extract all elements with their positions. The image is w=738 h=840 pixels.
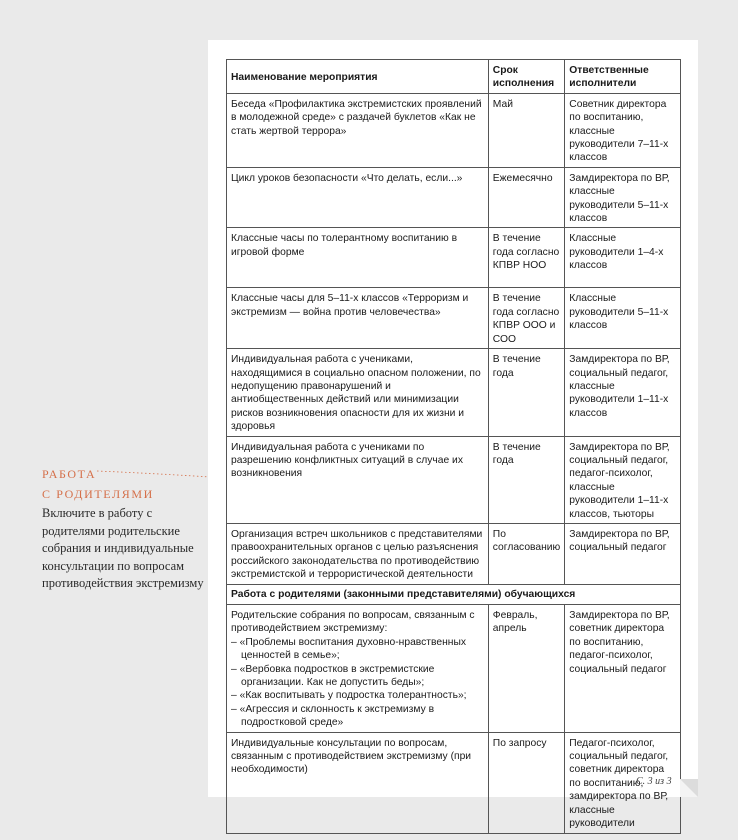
term-cell: По согласованию [488, 523, 564, 584]
header-term: Срок исполнения [488, 60, 564, 94]
event-cell [227, 605, 489, 733]
list-item: – «Вербовка подростков в экстремистские организации. Как не допустить беды»; [231, 663, 435, 689]
event-cell: Индивидуальная работа с учениками, находящимися в социально опасном положении, по недопущению правонарушений и антиобщественных действий или минимизации рисков возникновения опасности для их жизни и здоровья [227, 349, 489, 436]
event-cell: Классные часы по толерантному воспитанию в игровой форме [227, 228, 489, 288]
event-cell: Индивидуальная работа с учениками по разрешению конфликтных ситуаций в случае их возникновения [227, 436, 489, 523]
table-row [227, 732, 681, 833]
list-item: – «Агрессия и склонность к экстремизму в подростковой среде» [231, 703, 435, 729]
meeting-topics-list [231, 636, 484, 730]
section-row [227, 584, 681, 604]
table-row [227, 93, 681, 167]
table-row [227, 605, 681, 733]
table-header-row [227, 60, 681, 94]
term-cell: Май [488, 93, 564, 167]
page-curl [680, 779, 698, 797]
responsible-cell: Замдиректора по ВР, социальный педагог [565, 523, 681, 584]
table-row [227, 228, 681, 288]
events-table [226, 59, 681, 834]
term-cell: Февраль, апрель [488, 605, 564, 733]
responsible-cell: Замдиректора по ВР, социальный педагог, классные руководители 1–11-х классов [565, 349, 681, 436]
event-intro: Родительские собрания по вопросам, связанным с противодействием экстремизму: [231, 610, 475, 635]
term-cell: Ежемесячно [488, 167, 564, 228]
term-cell: В течение года согласно КПВР НОО [488, 228, 564, 288]
list-item: – «Проблемы воспитания духовно-нравственных ценностей в семье»; [231, 636, 467, 662]
term-cell: В течение года [488, 436, 564, 523]
sidebar-title-line2: С РОДИТЕЛЯМИ [42, 487, 154, 501]
section-title: Работа с родителями (законными представителями) обучающихся [227, 584, 681, 604]
table-row [227, 436, 681, 523]
responsible-cell: Замдиректора по ВР, советник директора по воспитанию, педагог-психолог, социальный педагог [565, 605, 681, 733]
table-row [227, 349, 681, 436]
term-cell: По запросу [488, 732, 564, 833]
table-row [227, 523, 681, 584]
term-cell: В течение года [488, 349, 564, 436]
header-event: Наименование мероприятия [227, 60, 489, 94]
table-row [227, 288, 681, 349]
responsible-cell: Замдиректора по ВР, социальный педагог, педагог-психолог, классные руководители 1–11-х классов, тьюторы [565, 436, 681, 523]
term-cell: В течение года согласно КПВР ООО и СОО [488, 288, 564, 349]
header-responsible: Ответственные исполнители [565, 60, 681, 94]
event-cell: Индивидуальные консультации по вопросам, связанным с противодействием экстремизму (при необходимости) [227, 732, 489, 833]
responsible-cell: Советник директора по воспитанию, классные руководители 7–11-х классов [565, 93, 681, 167]
event-cell: Классные часы для 5–11-х классов «Терроризм и экстремизм — война против человечества» [227, 288, 489, 349]
sidebar-title-line1: РАБОТА [42, 467, 97, 481]
responsible-cell: Классные руководители 1–4-х классов [565, 228, 681, 288]
responsible-cell: Классные руководители 5–11-х классов [565, 288, 681, 349]
page-number: С. 3 из 3 [636, 776, 672, 787]
table-row [227, 167, 681, 228]
responsible-cell: Замдиректора по ВР, классные руководители 5–11-х классов [565, 167, 681, 228]
list-item: – «Как воспитывать у подростка толерантность»; [231, 690, 467, 702]
event-cell: Организация встреч школьников с представителями правоохранительных органов с целью разъяснения российского законодательства по противодействию экстремистской и террористической деятельности [227, 523, 489, 584]
sidebar-text: Включите в работу с родителями родительские собрания и индивидуальные консультации по вопросам противодействия экстремизму [42, 506, 204, 590]
event-cell: Цикл уроков безопасности «Что делать, если...» [227, 167, 489, 228]
responsible-cell: Педагог-психолог, социальный педагог, советник директора по воспитанию, замдиректора по ВР, классные руководители [565, 732, 681, 833]
event-cell: Беседа «Профилактика экстремистских проявлений в молодежной среде» с раздачей буклетов «Как не стать жертвой террора» [227, 93, 489, 167]
sidebar-note [42, 464, 207, 593]
document-page [208, 40, 698, 830]
